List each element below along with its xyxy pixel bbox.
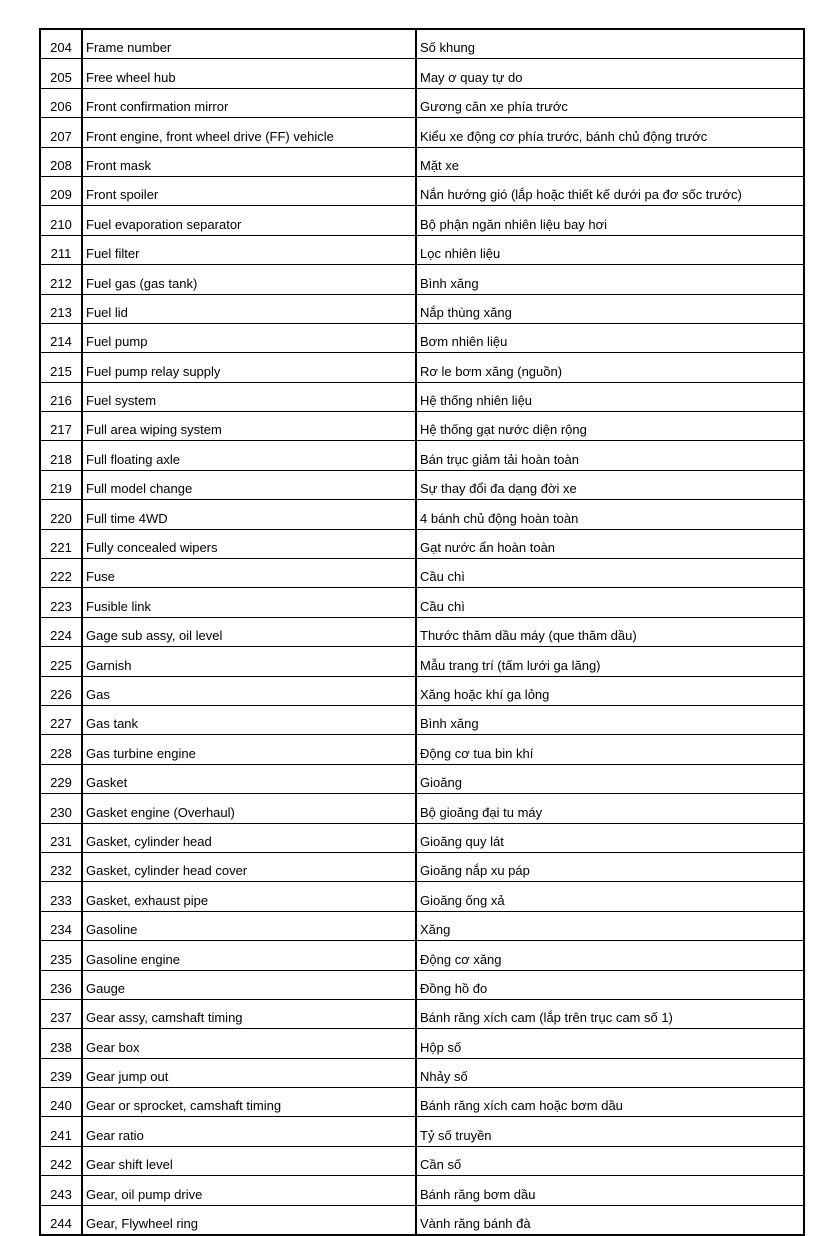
entry-number: 210 — [40, 206, 82, 235]
english-term: Garnish — [82, 647, 416, 676]
vietnamese-term: Hộp số — [416, 1029, 804, 1058]
entry-number: 244 — [40, 1205, 82, 1235]
english-term: Gasoline — [82, 911, 416, 940]
entry-number: 234 — [40, 911, 82, 940]
english-term: Gear assy, camshaft timing — [82, 999, 416, 1028]
table-row — [40, 1058, 804, 1087]
table-row — [40, 353, 804, 382]
entry-number: 214 — [40, 323, 82, 352]
english-term: Gasket — [82, 764, 416, 793]
entry-number: 222 — [40, 559, 82, 588]
english-term: Gage sub assy, oil level — [82, 617, 416, 646]
english-term: Gasoline engine — [82, 941, 416, 970]
vietnamese-term: Đồng hồ đo — [416, 970, 804, 999]
table-row — [40, 441, 804, 470]
english-term: Gear, oil pump drive — [82, 1176, 416, 1205]
entry-number: 216 — [40, 382, 82, 411]
english-term: Frame number — [82, 29, 416, 59]
vietnamese-term: Kiểu xe động cơ phía trước, bánh chủ động trước — [416, 118, 804, 147]
entry-number: 226 — [40, 676, 82, 705]
vietnamese-term: Mẫu trang trí (tấm lưới ga lăng) — [416, 647, 804, 676]
table-row — [40, 118, 804, 147]
table-row — [40, 147, 804, 176]
english-term: Free wheel hub — [82, 59, 416, 88]
vietnamese-term: Bình xăng — [416, 265, 804, 294]
table-row — [40, 999, 804, 1028]
entry-number: 228 — [40, 735, 82, 764]
english-term: Gear or sprocket, camshaft timing — [82, 1088, 416, 1117]
entry-number: 218 — [40, 441, 82, 470]
table-row — [40, 823, 804, 852]
table-row — [40, 1117, 804, 1146]
english-term: Gasket, cylinder head — [82, 823, 416, 852]
entry-number: 211 — [40, 235, 82, 264]
vietnamese-term: Hệ thống gạt nước diện rộng — [416, 412, 804, 441]
vietnamese-term: Vành răng bánh đà — [416, 1205, 804, 1235]
vietnamese-term: Tỷ số truyền — [416, 1117, 804, 1146]
entry-number: 235 — [40, 941, 82, 970]
table-row — [40, 705, 804, 734]
english-term: Front engine, front wheel drive (FF) vehicle — [82, 118, 416, 147]
vietnamese-term: Lọc nhiên liệu — [416, 235, 804, 264]
table-row — [40, 941, 804, 970]
table-row — [40, 735, 804, 764]
english-term: Fuse — [82, 559, 416, 588]
english-term: Gas — [82, 676, 416, 705]
table-row — [40, 764, 804, 793]
entry-number: 242 — [40, 1146, 82, 1175]
english-term: Gasket engine (Overhaul) — [82, 794, 416, 823]
entry-number: 221 — [40, 529, 82, 558]
vietnamese-term: Sự thay đổi đa dạng đời xe — [416, 470, 804, 499]
table-row — [40, 911, 804, 940]
english-term: Fuel pump — [82, 323, 416, 352]
vietnamese-term: Bộ gioăng đại tu máy — [416, 794, 804, 823]
vietnamese-term: Động cơ xăng — [416, 941, 804, 970]
table-row — [40, 1176, 804, 1205]
table-row — [40, 265, 804, 294]
english-term: Gauge — [82, 970, 416, 999]
vietnamese-term: Cầu chì — [416, 588, 804, 617]
table-row — [40, 1029, 804, 1058]
vietnamese-term: Nhảy số — [416, 1058, 804, 1087]
vietnamese-term: Bán trục giảm tải hoàn toàn — [416, 441, 804, 470]
vietnamese-term: Cần số — [416, 1146, 804, 1175]
vietnamese-term: Gioăng ống xả — [416, 882, 804, 911]
entry-number: 231 — [40, 823, 82, 852]
vietnamese-term: May ơ quay tự do — [416, 59, 804, 88]
entry-number: 206 — [40, 88, 82, 117]
entry-number: 232 — [40, 852, 82, 881]
vietnamese-term: Thước thăm dầu máy (que thăm dầu) — [416, 617, 804, 646]
vietnamese-term: Động cơ tua bin khí — [416, 735, 804, 764]
entry-number: 243 — [40, 1176, 82, 1205]
vietnamese-term: Nắn hướng gió (lắp hoặc thiết kế dưới pa đơ sốc trước) — [416, 176, 804, 205]
entry-number: 230 — [40, 794, 82, 823]
english-term: Fusible link — [82, 588, 416, 617]
table-row — [40, 529, 804, 558]
table-row — [40, 970, 804, 999]
vietnamese-term: Số khung — [416, 29, 804, 59]
vietnamese-term: Gioăng quy lát — [416, 823, 804, 852]
table-row — [40, 206, 804, 235]
entry-number: 204 — [40, 29, 82, 59]
table-row — [40, 88, 804, 117]
english-term: Gear shift level — [82, 1146, 416, 1175]
english-term: Fuel pump relay supply — [82, 353, 416, 382]
table-row — [40, 882, 804, 911]
glossary-table-body — [40, 29, 804, 1235]
table-row — [40, 1146, 804, 1175]
english-term: Gear, Flywheel ring — [82, 1205, 416, 1235]
table-row — [40, 1088, 804, 1117]
entry-number: 209 — [40, 176, 82, 205]
table-row — [40, 676, 804, 705]
table-row — [40, 559, 804, 588]
entry-number: 223 — [40, 588, 82, 617]
table-row — [40, 323, 804, 352]
vietnamese-term: Bơm nhiên liệu — [416, 323, 804, 352]
table-row — [40, 1205, 804, 1235]
entry-number: 227 — [40, 705, 82, 734]
english-term: Fully concealed wipers — [82, 529, 416, 558]
vietnamese-term: Bánh răng xích cam hoặc bơm dầu — [416, 1088, 804, 1117]
table-row — [40, 500, 804, 529]
table-row — [40, 588, 804, 617]
entry-number: 215 — [40, 353, 82, 382]
english-term: Fuel filter — [82, 235, 416, 264]
table-row — [40, 176, 804, 205]
table-row — [40, 382, 804, 411]
vietnamese-term: Xăng hoặc khí ga lỏng — [416, 676, 804, 705]
vietnamese-term: Hệ thống nhiên liệu — [416, 382, 804, 411]
table-row — [40, 852, 804, 881]
english-term: Full floating axle — [82, 441, 416, 470]
vietnamese-term: Gioăng nắp xu páp — [416, 852, 804, 881]
english-term: Front mask — [82, 147, 416, 176]
english-term: Gear jump out — [82, 1058, 416, 1087]
english-term: Full area wiping system — [82, 412, 416, 441]
entry-number: 238 — [40, 1029, 82, 1058]
entry-number: 233 — [40, 882, 82, 911]
english-term: Gasket, cylinder head cover — [82, 852, 416, 881]
vietnamese-term: Bình xăng — [416, 705, 804, 734]
entry-number: 208 — [40, 147, 82, 176]
table-row — [40, 412, 804, 441]
entry-number: 236 — [40, 970, 82, 999]
entry-number: 241 — [40, 1117, 82, 1146]
english-term: Gasket, exhaust pipe — [82, 882, 416, 911]
english-term: Front confirmation mirror — [82, 88, 416, 117]
english-term: Front spoiler — [82, 176, 416, 205]
entry-number: 219 — [40, 470, 82, 499]
english-term: Gas turbine engine — [82, 735, 416, 764]
vietnamese-term: Gioăng — [416, 764, 804, 793]
glossary-table — [39, 28, 805, 1236]
table-row — [40, 647, 804, 676]
vietnamese-term: Bánh răng bơm dầu — [416, 1176, 804, 1205]
entry-number: 212 — [40, 265, 82, 294]
entry-number: 224 — [40, 617, 82, 646]
entry-number: 207 — [40, 118, 82, 147]
table-row — [40, 617, 804, 646]
entry-number: 225 — [40, 647, 82, 676]
entry-number: 237 — [40, 999, 82, 1028]
english-term: Gear ratio — [82, 1117, 416, 1146]
english-term: Full model change — [82, 470, 416, 499]
entry-number: 240 — [40, 1088, 82, 1117]
table-row — [40, 29, 804, 59]
entry-number: 217 — [40, 412, 82, 441]
table-row — [40, 794, 804, 823]
english-term: Gas tank — [82, 705, 416, 734]
vietnamese-term: Nắp thùng xăng — [416, 294, 804, 323]
english-term: Fuel evaporation separator — [82, 206, 416, 235]
table-row — [40, 59, 804, 88]
entry-number: 239 — [40, 1058, 82, 1087]
table-row — [40, 294, 804, 323]
vietnamese-term: Bánh răng xích cam (lắp trên trục cam số 1) — [416, 999, 804, 1028]
english-term: Full time 4WD — [82, 500, 416, 529]
table-row — [40, 470, 804, 499]
vietnamese-term: Bộ phận ngăn nhiên liệu bay hơi — [416, 206, 804, 235]
vietnamese-term: Xăng — [416, 911, 804, 940]
vietnamese-term: 4 bánh chủ động hoàn toàn — [416, 500, 804, 529]
vietnamese-term: Gương căn xe phía trước — [416, 88, 804, 117]
entry-number: 229 — [40, 764, 82, 793]
vietnamese-term: Cầu chì — [416, 559, 804, 588]
english-term: Gear box — [82, 1029, 416, 1058]
english-term: Fuel lid — [82, 294, 416, 323]
entry-number: 213 — [40, 294, 82, 323]
entry-number: 205 — [40, 59, 82, 88]
vietnamese-term: Mặt xe — [416, 147, 804, 176]
vietnamese-term: Rơ le bơm xăng (nguồn) — [416, 353, 804, 382]
english-term: Fuel system — [82, 382, 416, 411]
vietnamese-term: Gạt nước ẩn hoàn toàn — [416, 529, 804, 558]
table-row — [40, 235, 804, 264]
english-term: Fuel gas (gas tank) — [82, 265, 416, 294]
entry-number: 220 — [40, 500, 82, 529]
